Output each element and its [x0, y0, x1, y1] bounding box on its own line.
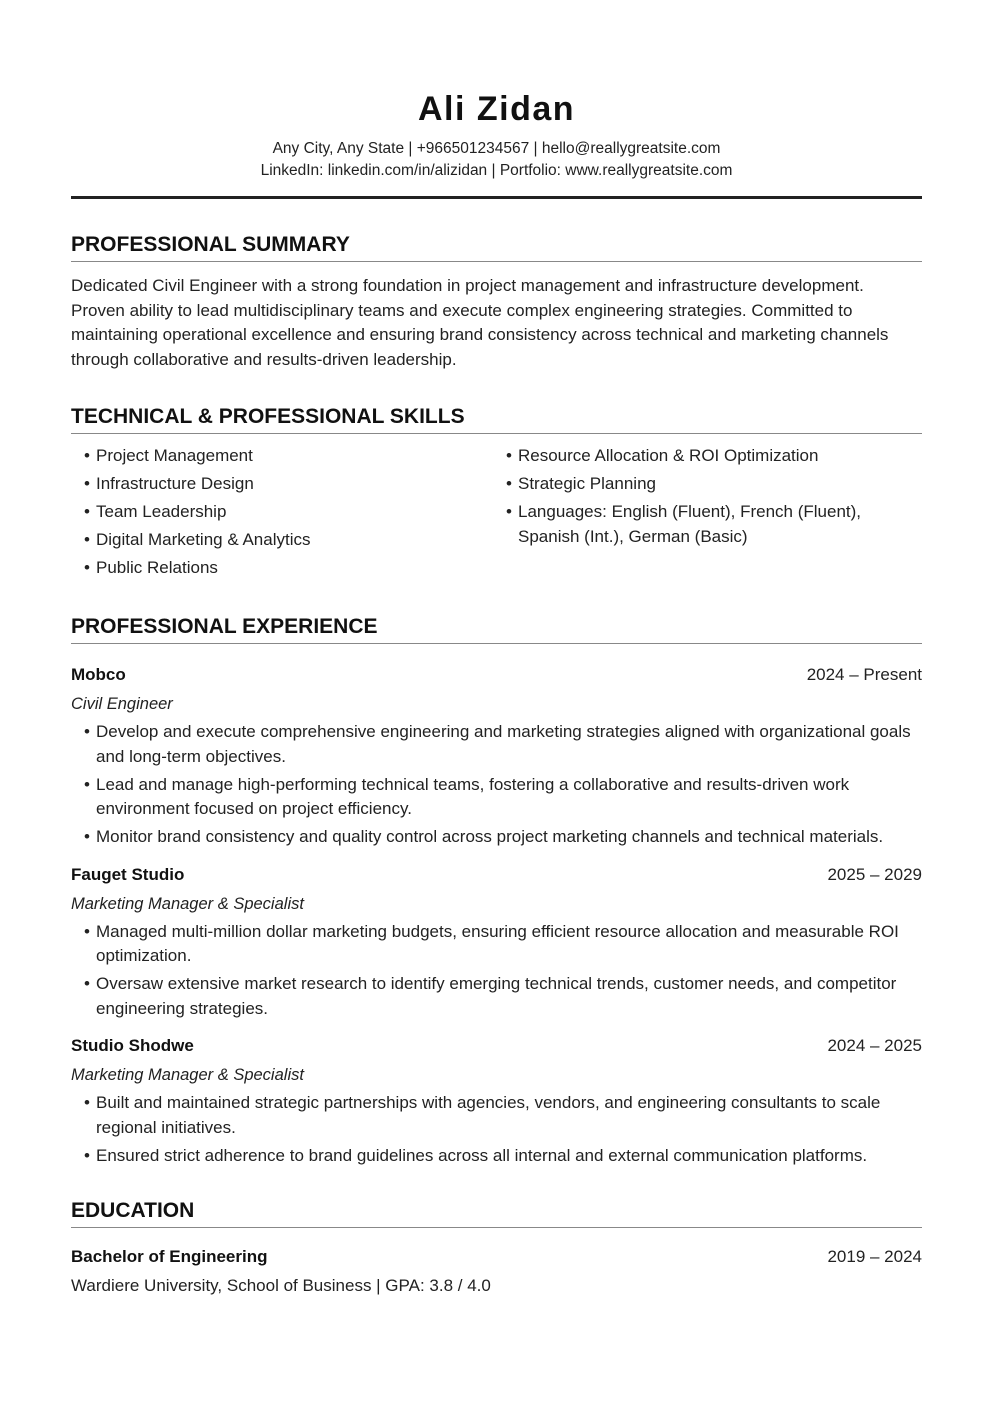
job-entry — [71, 663, 922, 850]
skills-column-right — [493, 444, 915, 584]
contact-line-location-phone-email: Any City, Any State | +966501234567 | hello@reallygreatsite.com — [272, 140, 721, 157]
experience-title: PROFESSIONAL EXPERIENCE — [71, 614, 922, 644]
job-bullets — [71, 920, 922, 1022]
skill-item: • Infrastructure Design — [71, 472, 493, 497]
contact-line-links: LinkedIn: linkedin.com/in/alizidan | Portfolio: www.reallygreatsite.com — [260, 162, 733, 179]
job-role: Marketing Manager & Specialist — [71, 894, 304, 913]
job-entry — [71, 863, 922, 1022]
skill-item: • Resource Allocation & ROI Optimization — [493, 444, 915, 469]
job-bullet: • Monitor brand consistency and quality control across project marketing channels and technical materials. — [71, 825, 922, 850]
education-title: EDUCATION — [71, 1198, 922, 1228]
job-bullet: • Managed multi-million dollar marketing budgets, ensuring efficient resource allocation and measurable ROI optimization. — [71, 920, 922, 969]
skill-item: • Project Management — [71, 444, 493, 469]
resume-page — [71, 0, 922, 1298]
job-company: Mobco — [71, 665, 126, 684]
summary-section — [71, 232, 922, 372]
experience-section — [71, 614, 922, 1168]
education-dates: 2019 – 2024 — [827, 1247, 922, 1266]
skill-item: • Public Relations — [71, 556, 493, 581]
job-company: Studio Shodwe — [71, 1036, 194, 1055]
job-bullet: • Develop and execute comprehensive engineering and marketing strategies aligned with organizational goals and long-term objectives. — [71, 720, 922, 769]
skill-item: • Digital Marketing & Analytics — [71, 528, 493, 553]
skills-grid — [71, 444, 922, 584]
resume-header — [71, 0, 922, 199]
education-section — [71, 1198, 922, 1298]
job-entry — [71, 1034, 922, 1168]
job-role: Civil Engineer — [71, 695, 173, 713]
job-bullet: • Lead and manage high-performing technical teams, fostering a collaborative and results-driven work environment focused on project efficiency. — [71, 773, 922, 822]
skill-item: • Strategic Planning — [493, 472, 915, 497]
job-bullet: • Ensured strict adherence to brand guidelines across all internal and external communication platforms. — [71, 1144, 922, 1169]
education-degree: Bachelor of Engineering — [71, 1247, 268, 1266]
job-bullet: • Built and maintained strategic partnerships with agencies, vendors, and engineering consultants to scale regional initiatives. — [71, 1091, 922, 1140]
job-dates: 2025 – 2029 — [827, 864, 922, 884]
skills-title: TECHNICAL & PROFESSIONAL SKILLS — [71, 404, 922, 434]
job-bullets — [71, 720, 922, 850]
job-bullet: • Oversaw extensive market research to identify emerging technical trends, customer needs, and competitor engineering strategies. — [71, 972, 922, 1021]
summary-text: Dedicated Civil Engineer with a strong foundation in project management and infrastructure development. Proven ability to lead multidisciplinary teams and execute complex engineering strategies. Committed to maintaining operational excellence and ensuring brand consistency across technical and marketing channels through collaborative and results-driven leadership. — [71, 276, 889, 369]
header-divider — [71, 196, 922, 199]
job-header — [71, 663, 922, 687]
job-bullets — [71, 1091, 922, 1168]
skill-item: • Languages: English (Fluent), French (Fluent), Spanish (Int.), German (Basic) — [493, 500, 915, 549]
skill-item: • Team Leadership — [71, 500, 493, 525]
education-detail: Wardiere University, School of Business | GPA: 3.8 / 4.0 — [71, 1276, 491, 1295]
skills-section — [71, 404, 922, 584]
skills-column-left — [71, 444, 493, 584]
job-company: Fauget Studio — [71, 864, 185, 884]
job-header — [71, 1034, 922, 1058]
job-header — [71, 863, 922, 887]
job-role: Marketing Manager & Specialist — [71, 1066, 304, 1084]
candidate-name: Ali Zidan — [417, 90, 576, 128]
summary-title: PROFESSIONAL SUMMARY — [71, 232, 922, 262]
job-dates: 2024 – 2025 — [827, 1036, 922, 1055]
education-header — [71, 1245, 922, 1269]
job-dates: 2024 – Present — [806, 665, 922, 684]
